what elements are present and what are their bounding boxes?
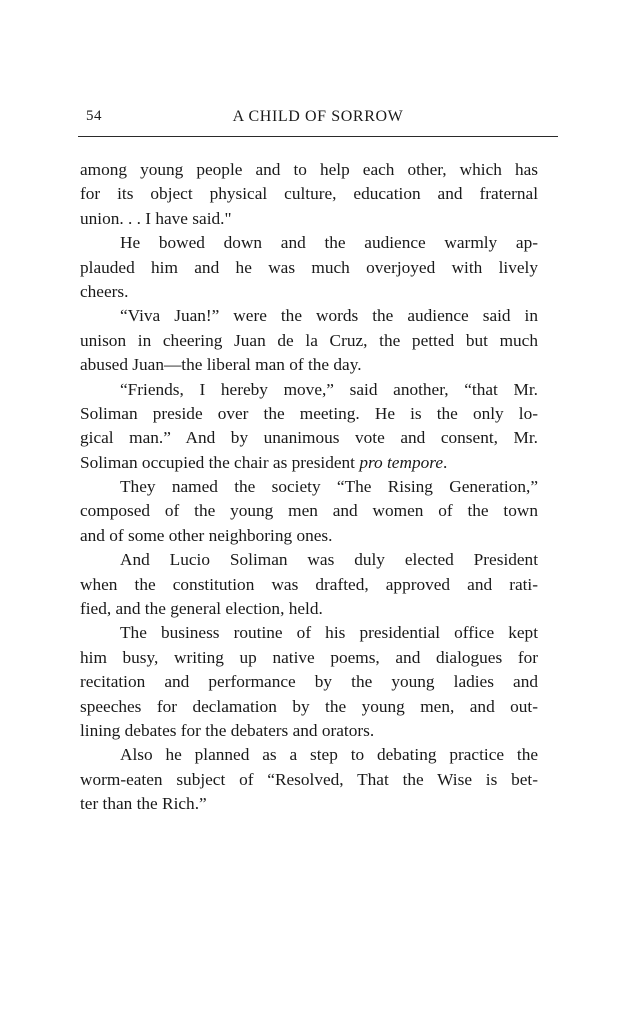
text-line: plauded him and he was much overjoyed with lively	[80, 257, 538, 277]
text-line: lining debates for the debaters and orators.	[80, 720, 375, 740]
text-line: Soliman preside over the meeting. He is the only lo-	[80, 403, 538, 423]
text-line: and of some other neighboring ones.	[80, 525, 333, 545]
text-line: unison in cheering Juan de la Cruz, the petted but much	[80, 330, 538, 350]
text-line: “Viva Juan!” were the words the audience said in	[120, 306, 538, 326]
paragraph	[80, 621, 538, 743]
text-line: fied, and the general election, held.	[80, 599, 323, 619]
text-line: ter than the Rich.”	[80, 794, 207, 814]
page-number: 54	[86, 108, 102, 124]
paragraph	[80, 475, 538, 548]
text-line-with-italic	[80, 451, 538, 475]
text-line: speeches for declamation by the young men, and out-	[80, 696, 538, 716]
text-line: union. . . I have said."	[80, 208, 232, 228]
italic-phrase: pro tempore	[359, 452, 443, 472]
text-line: cheers.	[80, 281, 129, 301]
paragraph	[80, 304, 538, 377]
paragraph	[80, 158, 538, 231]
text-line: “Friends, I hereby move,” said another, “that Mr.	[120, 379, 538, 399]
text-line: Also he planned as a step to debating practice the	[120, 745, 538, 765]
paragraph	[80, 231, 538, 304]
text-line: when the constitution was drafted, approved and rati-	[80, 574, 538, 594]
text-line: for its object physical culture, education and fraternal	[80, 184, 538, 204]
running-title: A CHILD OF SORROW	[232, 108, 404, 125]
text-line: The business routine of his presidential office kept	[120, 623, 538, 643]
text-segment: .	[442, 452, 448, 472]
text-line: abused Juan—the liberal man of the day.	[80, 355, 362, 375]
paragraph	[80, 378, 538, 476]
text-line: among young people and to help each other, which has	[80, 160, 538, 179]
text-line: composed of the young men and women of the town	[80, 501, 538, 521]
text-line: recitation and performance by the young ladies and	[80, 672, 538, 692]
paragraph	[80, 548, 538, 621]
text-line: He bowed down and the audience warmly ap-	[120, 233, 538, 253]
text-line: gical man.” And by unanimous vote and consent, Mr.	[80, 428, 538, 448]
text-line: They named the society “The Rising Generation,”	[120, 477, 538, 497]
text-line: And Lucio Soliman was duly elected President	[120, 550, 538, 570]
text-segment: Soliman occupied the chair as president	[80, 452, 355, 472]
running-head	[78, 108, 558, 130]
text-line: worm-eaten subject of “Resolved, That the Wise is bet-	[80, 769, 538, 789]
paragraph	[80, 743, 538, 816]
header-rule	[78, 136, 558, 137]
body-text	[80, 158, 538, 817]
text-line: him busy, writing up native poems, and dialogues for	[80, 647, 538, 667]
